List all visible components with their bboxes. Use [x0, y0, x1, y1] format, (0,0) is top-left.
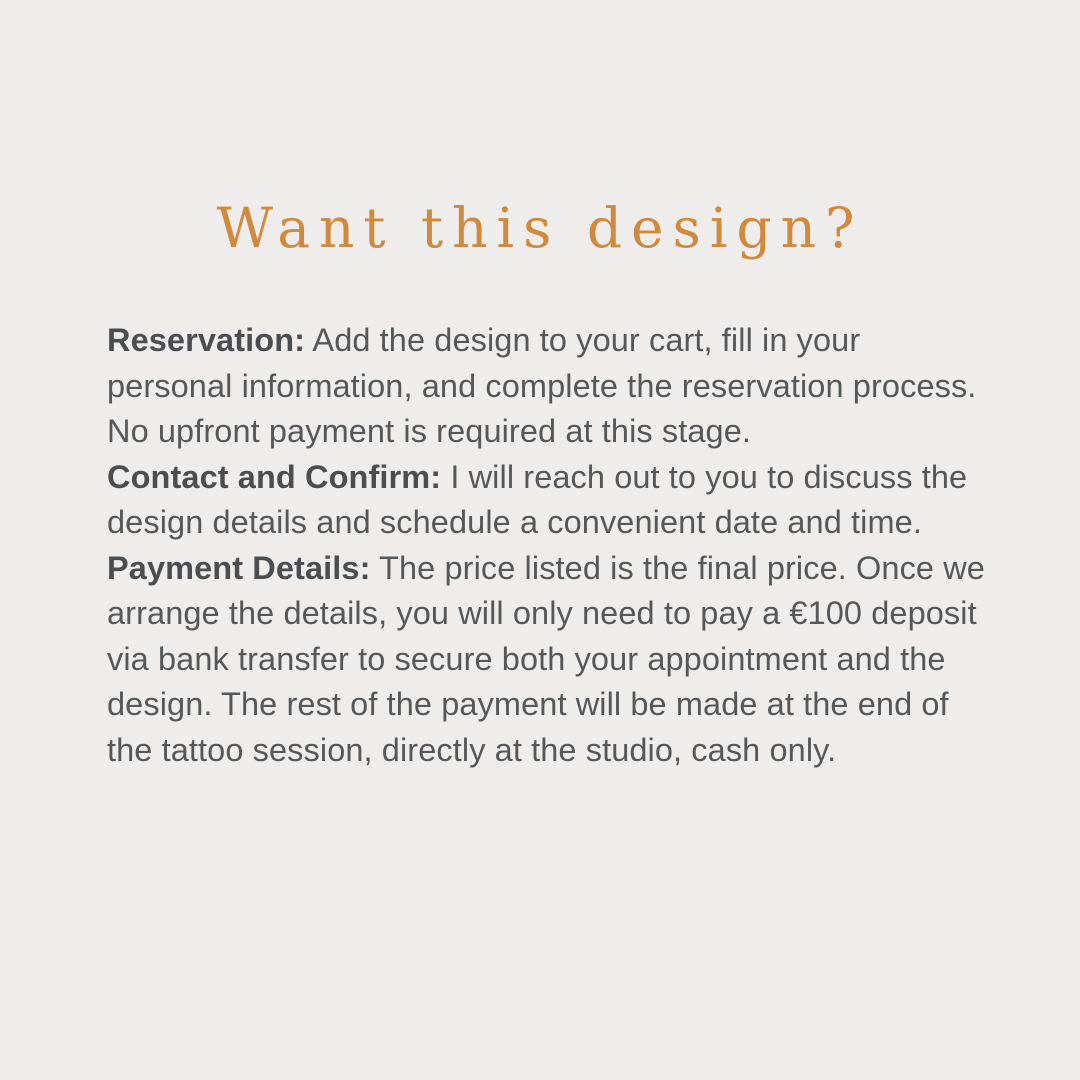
instruction-text-reservation: Add the design to your cart, fill in your personal information, and complete the reservation process. No upfront payment is required at this stage.: [107, 322, 977, 449]
page-title: Want this design?: [216, 196, 864, 260]
instruction-paragraph-reservation: [107, 318, 987, 455]
instruction-paragraph-contact: [107, 455, 987, 546]
instruction-lead-contact: Contact and Confirm:: [107, 458, 442, 495]
instructions-block: [107, 318, 987, 773]
instruction-lead-payment: Payment Details:: [107, 549, 371, 586]
instruction-text-contact: I will reach out to you to discuss the design details and schedule a convenient date and time.: [107, 458, 968, 540]
instruction-paragraph-payment: [107, 546, 987, 774]
instruction-lead-reservation: Reservation:: [107, 322, 306, 358]
instruction-text-payment: The price listed is the final price. Once we arrange the details, you will only need to pay a €100 deposit via bank transfer to secure both your appointment and the design. The rest of the payment will be made at the end of the tattoo session, directly at the studio, cash only.: [107, 549, 985, 768]
